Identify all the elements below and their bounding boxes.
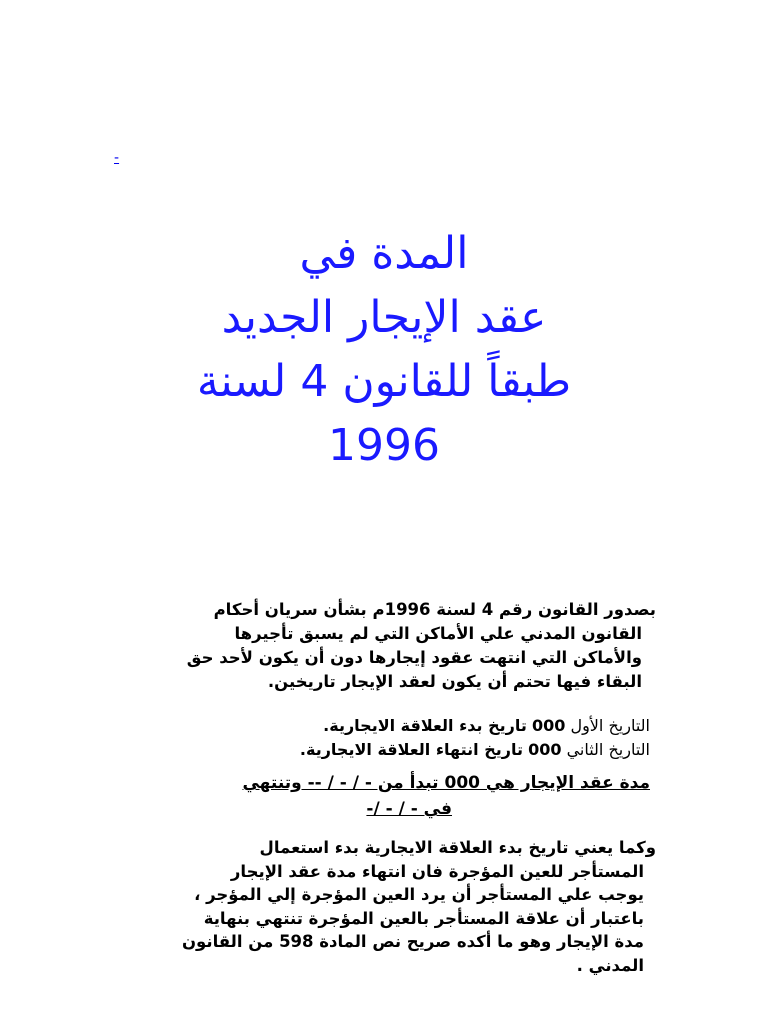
dates-section xyxy=(90,714,650,762)
intro-line-2: القانون المدني علي الأماكن التي لم يسبق تأجيرها xyxy=(234,624,642,643)
intro-paragraph xyxy=(96,598,656,694)
body-line-6: المدني . xyxy=(576,955,644,975)
second-date-value: 000 xyxy=(528,740,562,759)
intro-line-3: والأماكن التي انتهت عقود إيجارها دون أن يكون لأحد حق xyxy=(186,648,642,667)
title-line-4: 1996 xyxy=(328,420,440,471)
first-date-desc: تاريخ بدء العلاقة الايجارية. xyxy=(323,716,527,735)
title-line-3: طبقاً للقانون 4 لسنة xyxy=(196,356,572,407)
duration-line-2: في - / - /- xyxy=(366,799,452,819)
first-date-row xyxy=(90,714,650,738)
first-date-value: 000 xyxy=(531,716,566,735)
second-date-label: التاريخ الثاني xyxy=(566,740,650,759)
body-line-1: وكما يعني تاريخ بدء العلاقة الايجارية بدء استعمال xyxy=(259,838,656,857)
body-line-3: يوجب علي المستأجر أن يرد العين المؤجرة إلي المؤجر ، xyxy=(194,885,644,904)
duration-statement xyxy=(90,770,650,822)
body-line-4: باعتبار أن علاقة المستأجر بالعين المؤجرة تنتهي بنهاية xyxy=(203,908,644,928)
second-date-row xyxy=(90,738,650,762)
first-date-label: التاريخ الأول xyxy=(570,716,650,735)
body-line-5: مدة الإيجار وهو ما أكده صريح نص المادة 598 من القانون xyxy=(181,932,644,951)
intro-line-4: البقاء فيها تحتم أن يكون لعقد الإيجار تاريخين. xyxy=(267,672,642,691)
document-title xyxy=(120,222,648,478)
body-line-2: المستأجر للعين المؤجرة فان انتهاء مدة عقد الإيجار xyxy=(230,861,644,881)
title-line-2: عقد الإيجار الجديد xyxy=(221,292,547,343)
duration-line-1: مدة عقد الإيجار هي 000 تبدأ من - / - / -- وتنتهي xyxy=(242,773,650,793)
second-date-desc: تاريخ انتهاء العلاقة الايجارية. xyxy=(299,740,523,759)
body-paragraph xyxy=(96,836,656,977)
top-link[interactable]: - xyxy=(114,150,120,166)
title-line-1: المدة في xyxy=(299,228,469,279)
intro-line-1: بصدور القانون رقم 4 لسنة 1996م بشأن سريان أحكام xyxy=(213,600,656,619)
